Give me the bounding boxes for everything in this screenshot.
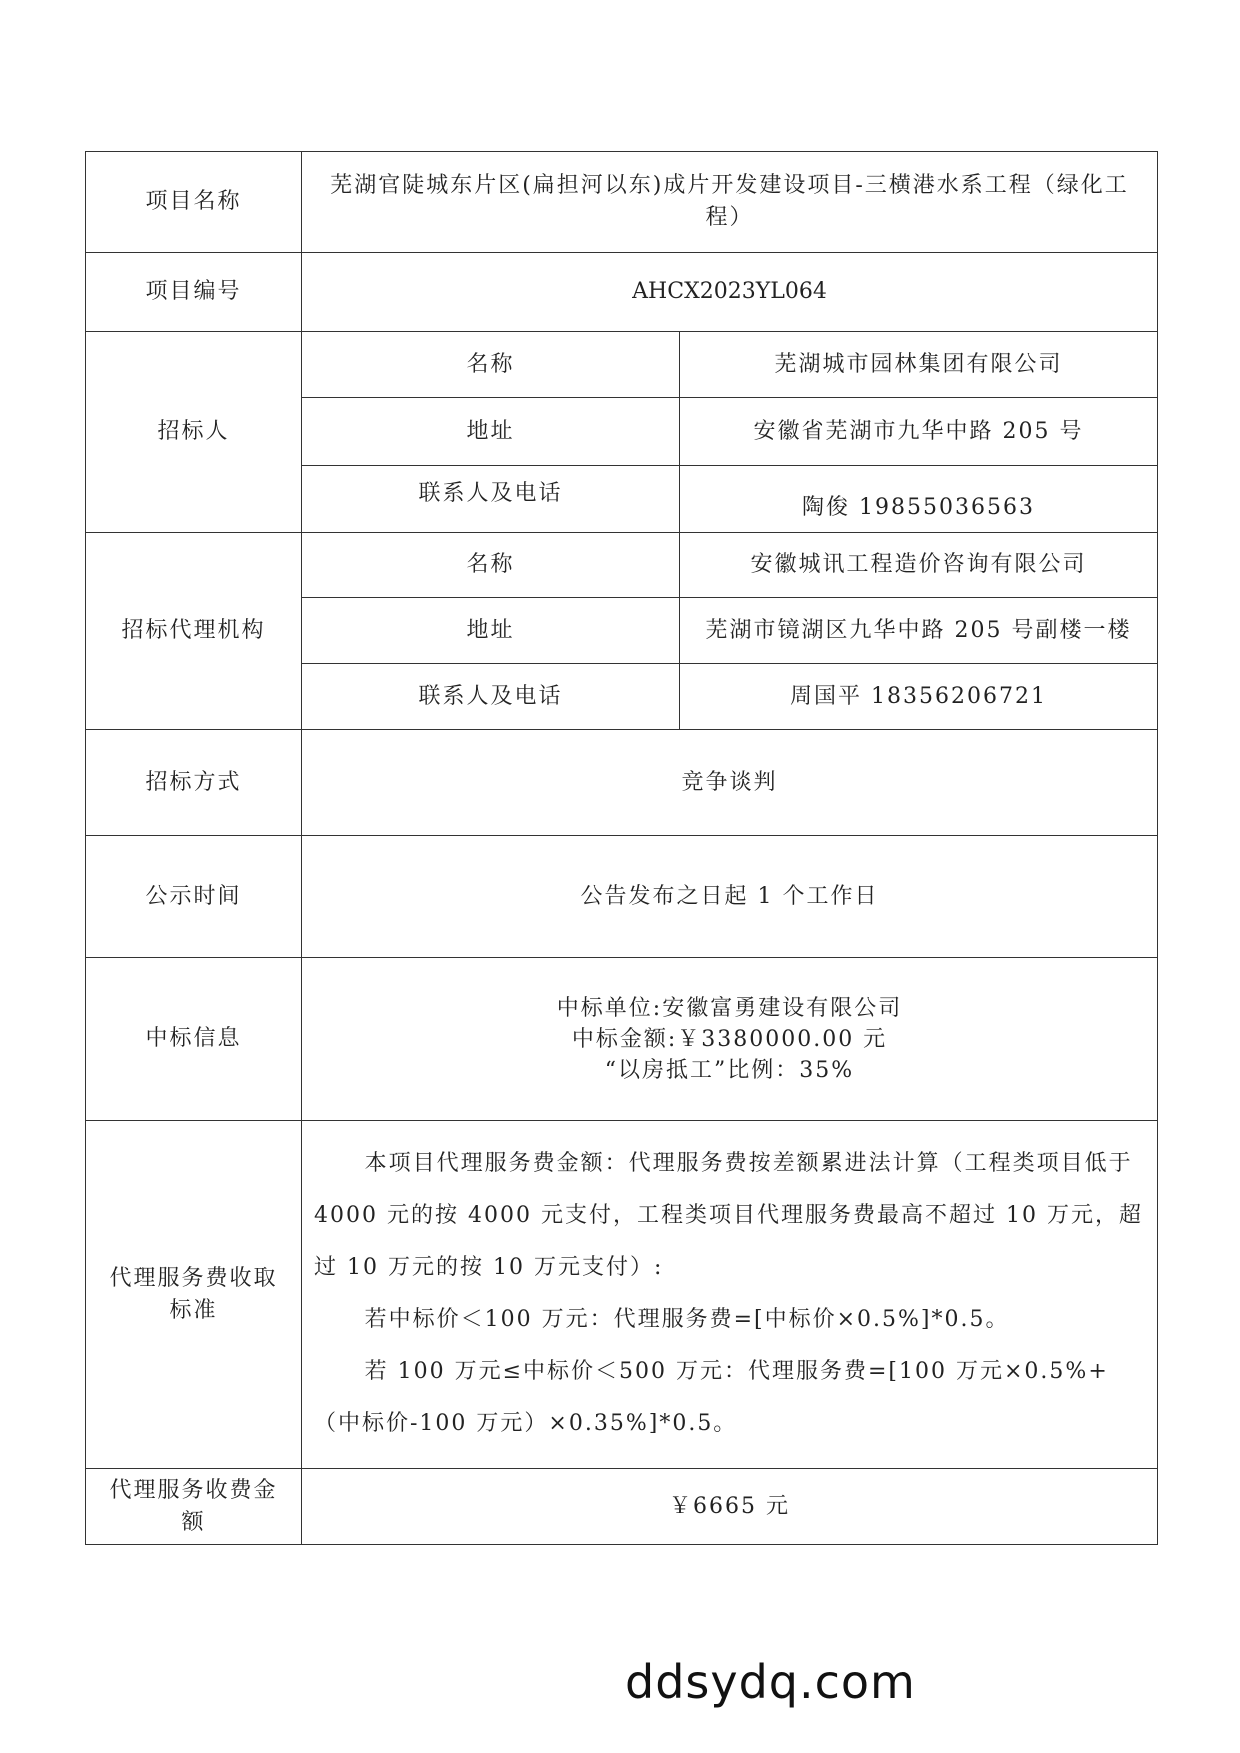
agency-address-value: 芜湖市镜湖区九华中路 205 号副楼一楼 <box>680 598 1158 664</box>
fee-amount-value: ￥6665 元 <box>302 1469 1158 1545</box>
winning-label: 中标信息 <box>86 958 302 1121</box>
row-agency-name <box>86 533 1158 598</box>
fee-standard-text <box>302 1121 1158 1469</box>
tenderer-contact-label: 联系人及电话 <box>302 466 680 533</box>
publicity-label: 公示时间 <box>86 836 302 958</box>
project-name-value: 芜湖官陡城东片区(扁担河以东)成片开发建设项目-三横港水系工程（绿化工程） <box>302 152 1158 253</box>
row-winning <box>86 958 1158 1121</box>
agency-label: 招标代理机构 <box>86 533 302 730</box>
fee-standard-para-3: 若 100 万元≤中标价＜500 万元：代理服务费=[100 万元×0.5%+（中标价-100 万元）×0.35%]*0.5。 <box>314 1358 1109 1436</box>
row-project-number <box>86 253 1158 332</box>
fee-standard-para-2: 若中标价＜100 万元：代理服务费=[中标价×0.5%]*0.5。 <box>364 1306 1010 1332</box>
agency-contact-label: 联系人及电话 <box>302 664 680 730</box>
tenderer-name-value: 芜湖城市园林集团有限公司 <box>680 332 1158 398</box>
winning-unit: 中标单位:安徽富勇建设有限公司 <box>556 995 903 1021</box>
fee-standard-para-1: 本项目代理服务费金额：代理服务费按差额累进法计算（工程类项目低于 4000 元的按 4000 元支付，工程类项目代理服务费最高不超过 10 万元，超过 10 万元的按 10 万元支付）: <box>314 1150 1143 1280</box>
agency-address-label: 地址 <box>302 598 680 664</box>
tenderer-contact-value: 陶俊 19855036563 <box>680 466 1158 533</box>
tenderer-address-label: 地址 <box>302 398 680 466</box>
agency-contact-value: 周国平 18356206721 <box>680 664 1158 730</box>
row-publicity <box>86 836 1158 958</box>
bid-result-table <box>85 151 1158 1545</box>
winning-ratio: “以房抵工”比例：35% <box>604 1057 855 1083</box>
row-fee-standard <box>86 1121 1158 1469</box>
row-method <box>86 730 1158 836</box>
tenderer-address-value: 安徽省芜湖市九华中路 205 号 <box>680 398 1158 466</box>
project-number-value: AHCX2023YL064 <box>302 253 1158 332</box>
project-number-label: 项目编号 <box>86 253 302 332</box>
fee-standard-label: 代理服务费收取标准 <box>86 1121 302 1469</box>
method-label: 招标方式 <box>86 730 302 836</box>
agency-name-value: 安徽城讯工程造价咨询有限公司 <box>680 533 1158 598</box>
row-fee-amount <box>86 1469 1158 1545</box>
method-value: 竞争谈判 <box>302 730 1158 836</box>
winning-value <box>302 958 1158 1121</box>
publicity-value: 公告发布之日起 1 个工作日 <box>302 836 1158 958</box>
project-name-label: 项目名称 <box>86 152 302 253</box>
fee-amount-label: 代理服务收费金额 <box>86 1469 302 1545</box>
tenderer-name-label: 名称 <box>302 332 680 398</box>
site-watermark: ddsydq.com <box>625 1655 916 1709</box>
tenderer-label: 招标人 <box>86 332 302 533</box>
row-project-name <box>86 152 1158 253</box>
row-tenderer-name <box>86 332 1158 398</box>
winning-amount: 中标金额:￥3380000.00 元 <box>571 1026 888 1052</box>
agency-name-label: 名称 <box>302 533 680 598</box>
